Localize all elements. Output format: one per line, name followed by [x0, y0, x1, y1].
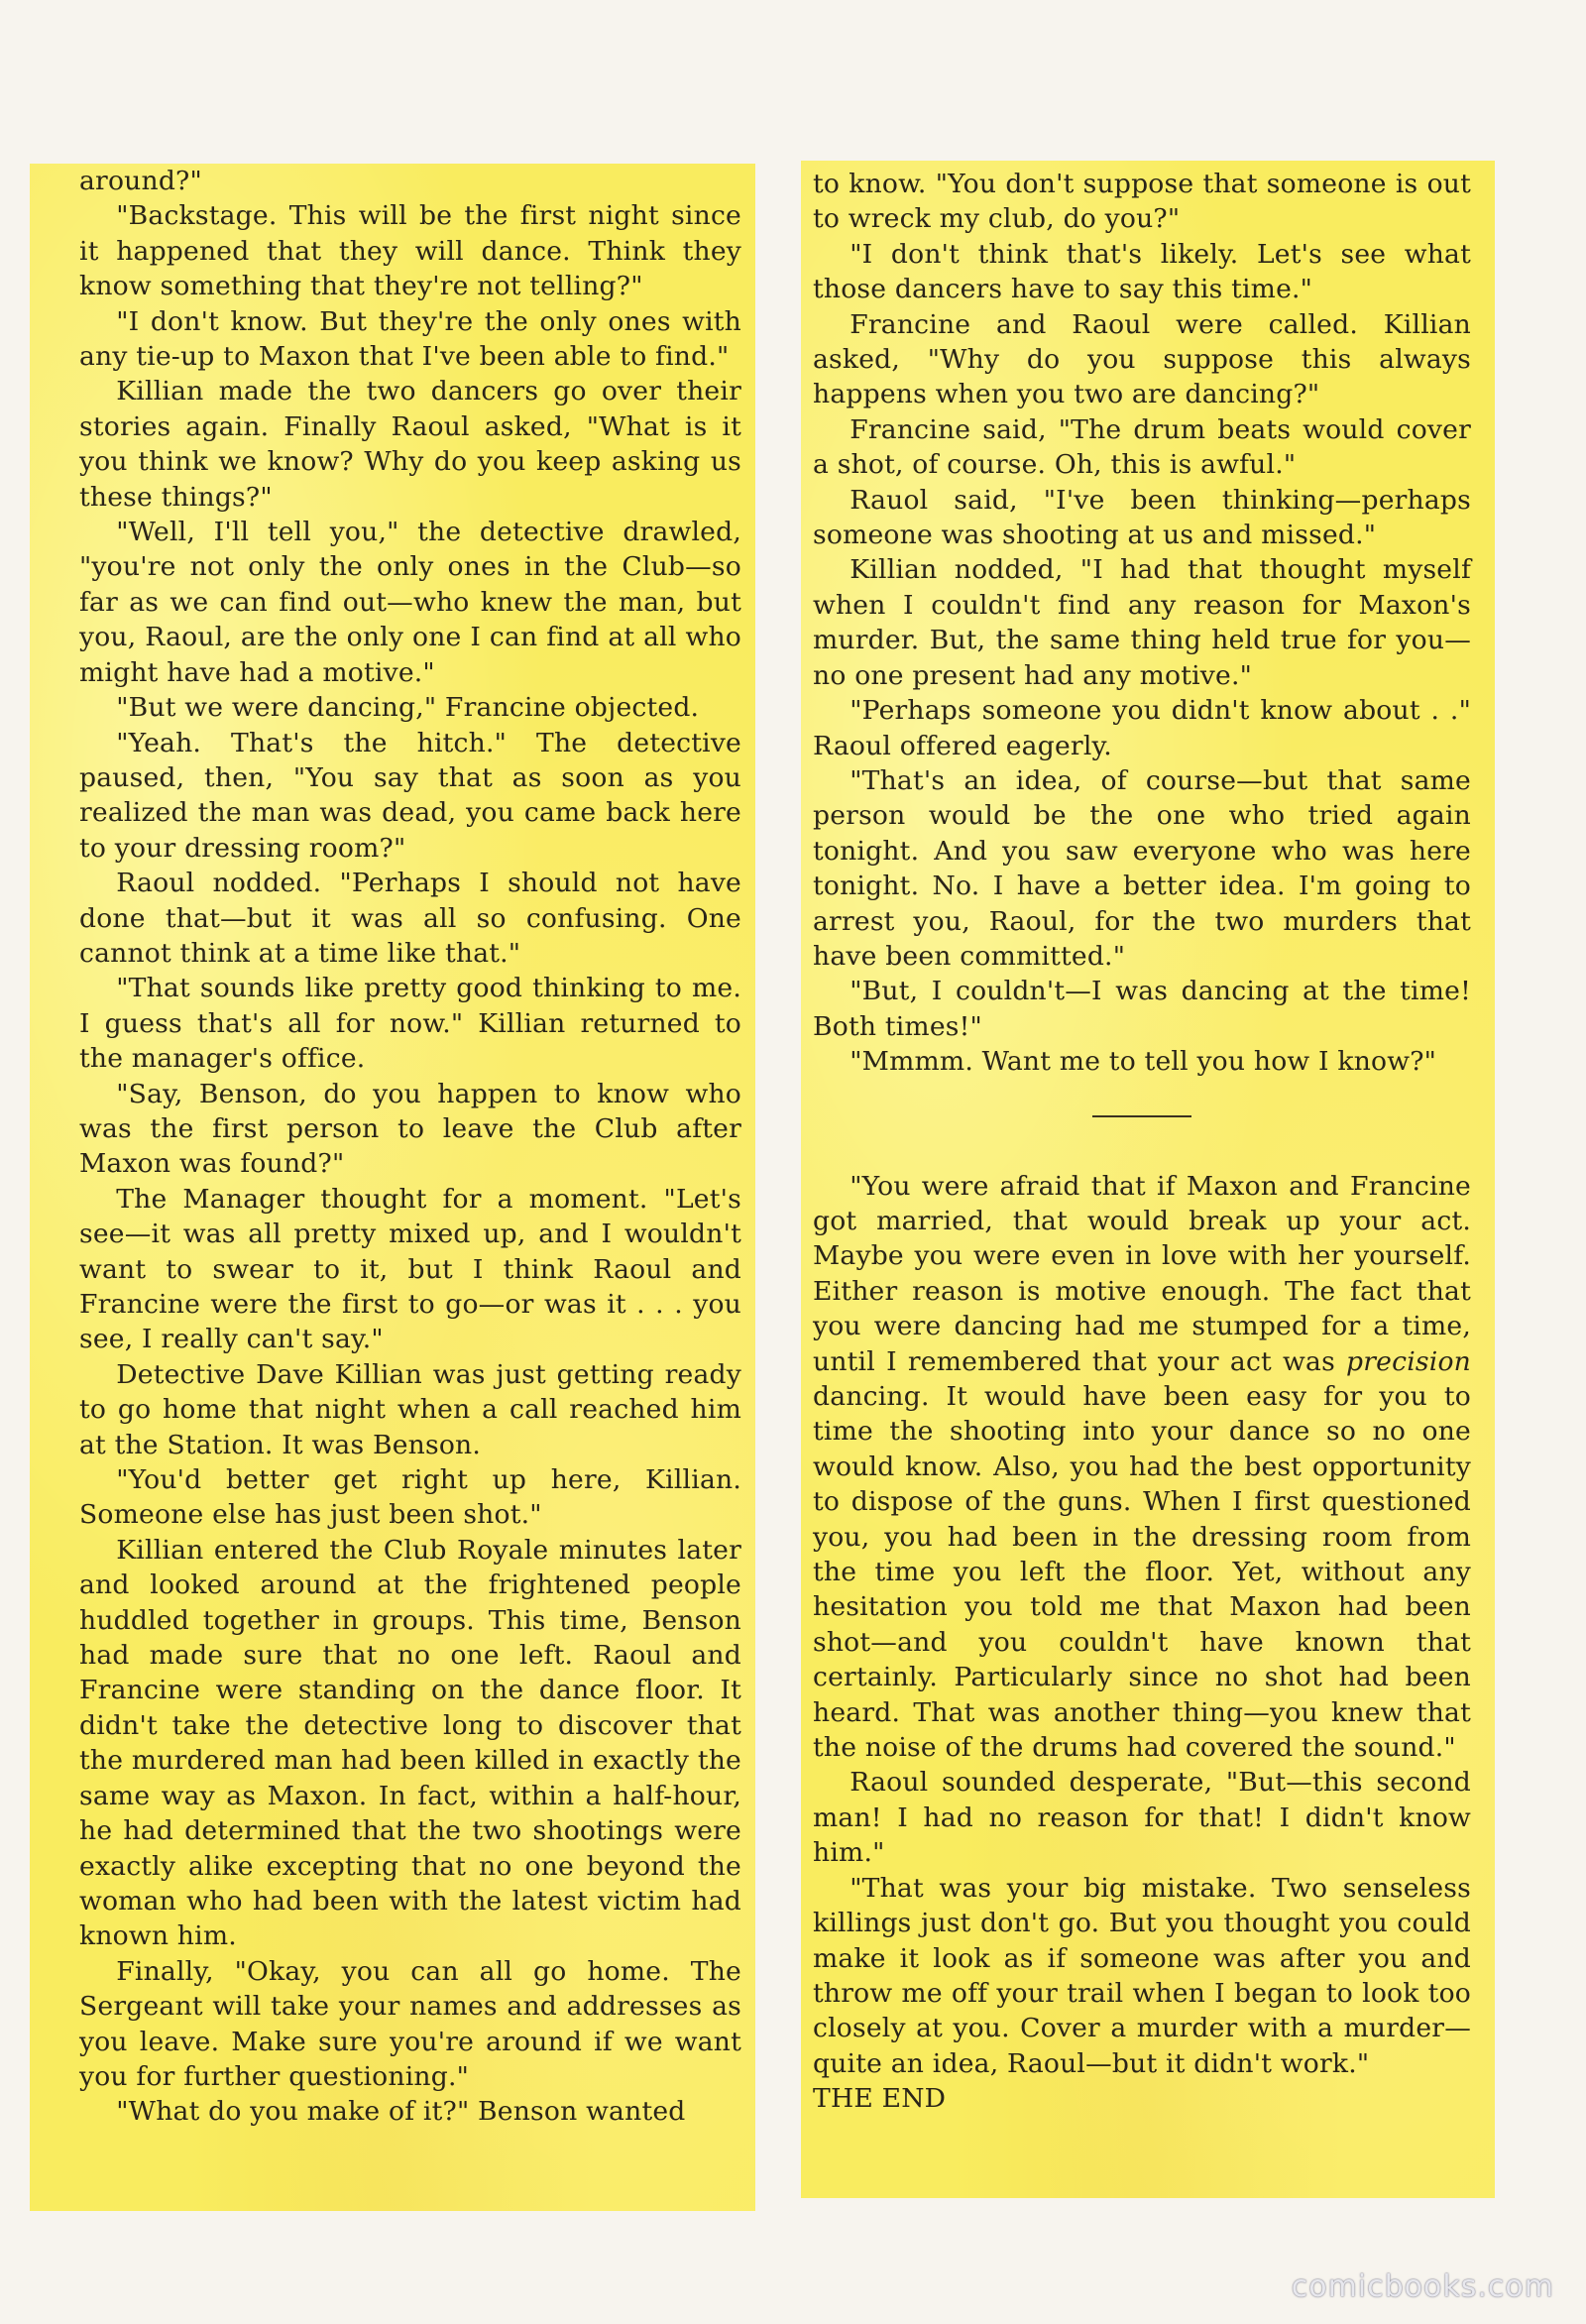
section-divider	[1092, 1115, 1191, 1117]
paragraph: "But, I couldn't—I was dancing at the time! Both times!"	[813, 976, 1471, 1042]
paragraph: around?"	[79, 166, 202, 196]
watermark: comicbooks.com	[1291, 2269, 1554, 2304]
left-text-column	[30, 164, 755, 2211]
paragraph: "Perhaps someone you didn't know about . ." Raoul offered eagerly.	[813, 695, 1471, 761]
paragraph: Raoul sounded desperate, "But—this second man! I had no reason for that! I didn't know him."	[813, 1767, 1471, 1869]
paragraph: "I don't think that's likely. Let's see what those dancers have to say this time."	[813, 238, 1471, 305]
paragraph: Killian entered the Club Royale minutes later and looked around at the frightened people huddled together in groups. This time, Benson had made sure that no one left. Raoul and Francine were standing on the dance floor. It didn't take the detective long to discover that the murdered man had been killed in exactly the same way as Maxon. In fact, within a half-hour, he had determined that the two shootings were exactly alike excepting that no one beyond the woman who had been with the latest victim had known him.	[79, 1534, 741, 1952]
paragraph: "Well, I'll tell you," the detective drawled, "you're not only the only ones in the Club—so far as we can find out—who knew the man, but you, Raoul, are the only one I can find at all who might have had a motive."	[79, 517, 741, 688]
paragraph: Rauol said, "I've been thinking—perhaps someone was shooting at us and missed."	[813, 484, 1471, 551]
paragraph: "Yeah. That's the hitch." The detective paused, then, "You say that as soon as you realized the man was dead, you came back here to your dressing room?"	[79, 727, 741, 864]
paragraph: "What do you make of it?" Benson wanted	[116, 2096, 686, 2128]
paragraph: Francine and Raoul were called. Killian asked, "Why do you suppose this always happens when you two are dancing?"	[813, 308, 1471, 410]
paragraph: "That sounds like pretty good thinking to me. I guess that's all for now." Killian returned to the manager's office.	[79, 973, 741, 1075]
paragraph: "You were afraid that if Maxon and Francine got married, that would break up your act. Maybe you were even in love with her yourself. Either reason is motive enough. The fact that you were dancing had me stumped for a time, until I remembered that your act was precision dancing. It would have been easy for you to time the shooting into your dance so no one would know. Also, you had the best opportunity to dispose of the guns. When I first questioned you, you had been in the dressing room from the time you left the floor. Yet, without any hesitation you told me that Maxon had been shot—and you couldn't have known that certainly. Particularly since no shot had been heard. That was another thing—you knew that the noise of the drums had covered the sound."	[813, 1170, 1471, 1764]
paragraph: Raoul nodded. "Perhaps I should not have done that—but it was all so confusing. One cannot think at a time like that."	[79, 868, 741, 969]
paragraph: "I don't know. But they're the only ones with any tie-up to Maxon that I've been able to find."	[79, 305, 741, 373]
paragraph: "But we were dancing," Francine objected.	[116, 692, 700, 724]
paragraph: Francine said, "The drum beats would cover a shot, of course. Oh, this is awful."	[813, 413, 1471, 481]
paragraph: "You'd better get right up here, Killian. Someone else has just been shot."	[79, 1464, 741, 1531]
paragraph: "Mmmm. Want me to tell you how I know?"	[850, 1046, 1437, 1078]
the-end-label: THE END	[813, 2083, 947, 2115]
paragraph: Detective Dave Killian was just getting ready to go home that night when a call reached him at the Station. It was Benson.	[79, 1358, 741, 1460]
paragraph: Killian nodded, "I had that thought myself when I couldn't find any reason for Maxon's murder. But, the same thing held true for you—no one present had any motive."	[813, 554, 1471, 691]
paragraph: "That's an idea, of course—but that same person would be the one who tried again tonight. And you saw everyone who was here tonight. No. I have a better idea. I'm going to arrest you, Raoul, for the two murders that have been committed."	[813, 764, 1471, 972]
right-text-column	[801, 161, 1495, 2198]
paragraph: "That was your big mistake. Two senseless killings just don't go. But you thought you could make it look as if someone was after you and throw me off your trail when I began to look too closely at you. Cover a murder with a murder—quite an idea, Raoul—but it didn't work."	[813, 1872, 1471, 2079]
paragraph: to know. "You don't suppose that someone is out to wreck my club, do you?"	[813, 169, 1471, 235]
paragraph: Finally, "Okay, you can all go home. The Sergeant will take your names and addresses as you leave. Make sure you're around if we want you for further questioning."	[79, 1955, 741, 2092]
paragraph: The Manager thought for a moment. "Let's see—it was all pretty mixed up, and I wouldn't want to swear to it, but I think Raoul and Francine were the first to go—or was it . . . you see, I really can't say."	[79, 1183, 741, 1355]
paragraph: Killian made the two dancers go over their stories again. Finally Raoul asked, "What is it you think we know? Why do you keep asking us these things?"	[79, 376, 741, 513]
paragraph: "Backstage. This will be the first night since it happened that they will dance. Think they know something that they're not telling?"	[79, 200, 741, 302]
paragraph: "Say, Benson, do you happen to know who was the first person to leave the Club after Maxon was found?"	[79, 1078, 741, 1180]
